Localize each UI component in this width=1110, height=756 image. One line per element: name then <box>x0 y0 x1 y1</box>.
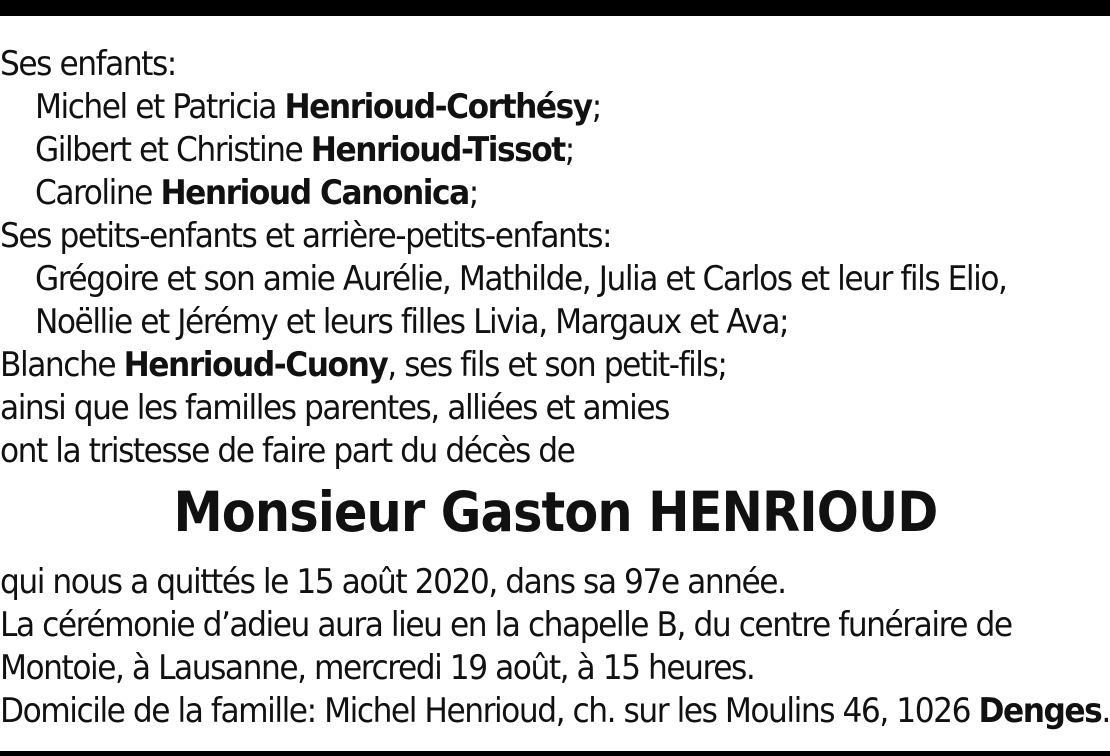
top-border-rule <box>0 0 1110 16</box>
child-2-surname: Henrioud-Tissot <box>310 130 565 170</box>
ceremony-line-2: Montoie, à Lausanne, mercredi 19 août, à 15 heures. <box>0 648 755 688</box>
death-date-line: qui nous a quittés le 15 août 2020, dans sa 97e année. <box>0 562 786 602</box>
deceased-name-block <box>0 478 1110 546</box>
domicile-punct: . <box>1101 691 1110 731</box>
sister-surname: Henrioud-Cuony <box>123 345 388 385</box>
announce-line: ont la tristesse de faire part du décès de <box>0 431 575 471</box>
child-3-first-names: Caroline <box>34 173 161 213</box>
domicile-line <box>0 690 1110 733</box>
domicile-text: Domicile de la famille: Michel Henrioud, ch. sur les Moulins 46, 1026 <box>0 691 979 731</box>
grandchildren-heading: Ses petits-enfants et arrière-petits-enfants: <box>0 216 612 256</box>
families-line: ainsi que les familles parentes, alliées et amies <box>0 388 669 428</box>
domicile-place: Denges <box>978 691 1102 731</box>
child-1-surname: Henrioud-Corthésy <box>284 87 592 127</box>
ceremony-line-1: La cérémonie d’adieu aura lieu en la chapelle B, du centre funéraire de <box>0 605 1012 645</box>
child-2-first-names: Gilbert et Christine <box>34 130 311 170</box>
child-1-first-names: Michel et Patricia <box>34 87 285 127</box>
grandchildren-line-1: Grégoire et son amie Aurélie, Mathilde, Julia et Carlos et leur fils Elio, <box>34 259 1007 299</box>
children-heading: Ses enfants: <box>0 44 176 84</box>
child-line-2 <box>0 129 1021 172</box>
sister-line <box>0 344 1021 387</box>
sister-first-name: Blanche <box>0 345 124 385</box>
grandchildren-line-2: Noëllie et Jérémy et leurs filles Livia, Margaux et Ava; <box>34 302 789 342</box>
bottom-border-rule <box>0 751 1110 756</box>
child-3-surname: Henrioud Canonica <box>160 173 469 213</box>
child-3-punct: ; <box>468 173 478 213</box>
sister-rest: , ses fils et son petit-fils; <box>387 345 727 385</box>
child-1-punct: ; <box>591 87 601 127</box>
notice-family-section <box>0 43 1110 473</box>
child-line-1 <box>0 86 1021 129</box>
deceased-name: Monsieur Gaston HENRIOUD <box>172 480 937 544</box>
notice-details-section <box>0 561 1110 733</box>
child-line-3 <box>0 172 1021 215</box>
child-2-punct: ; <box>564 130 574 170</box>
